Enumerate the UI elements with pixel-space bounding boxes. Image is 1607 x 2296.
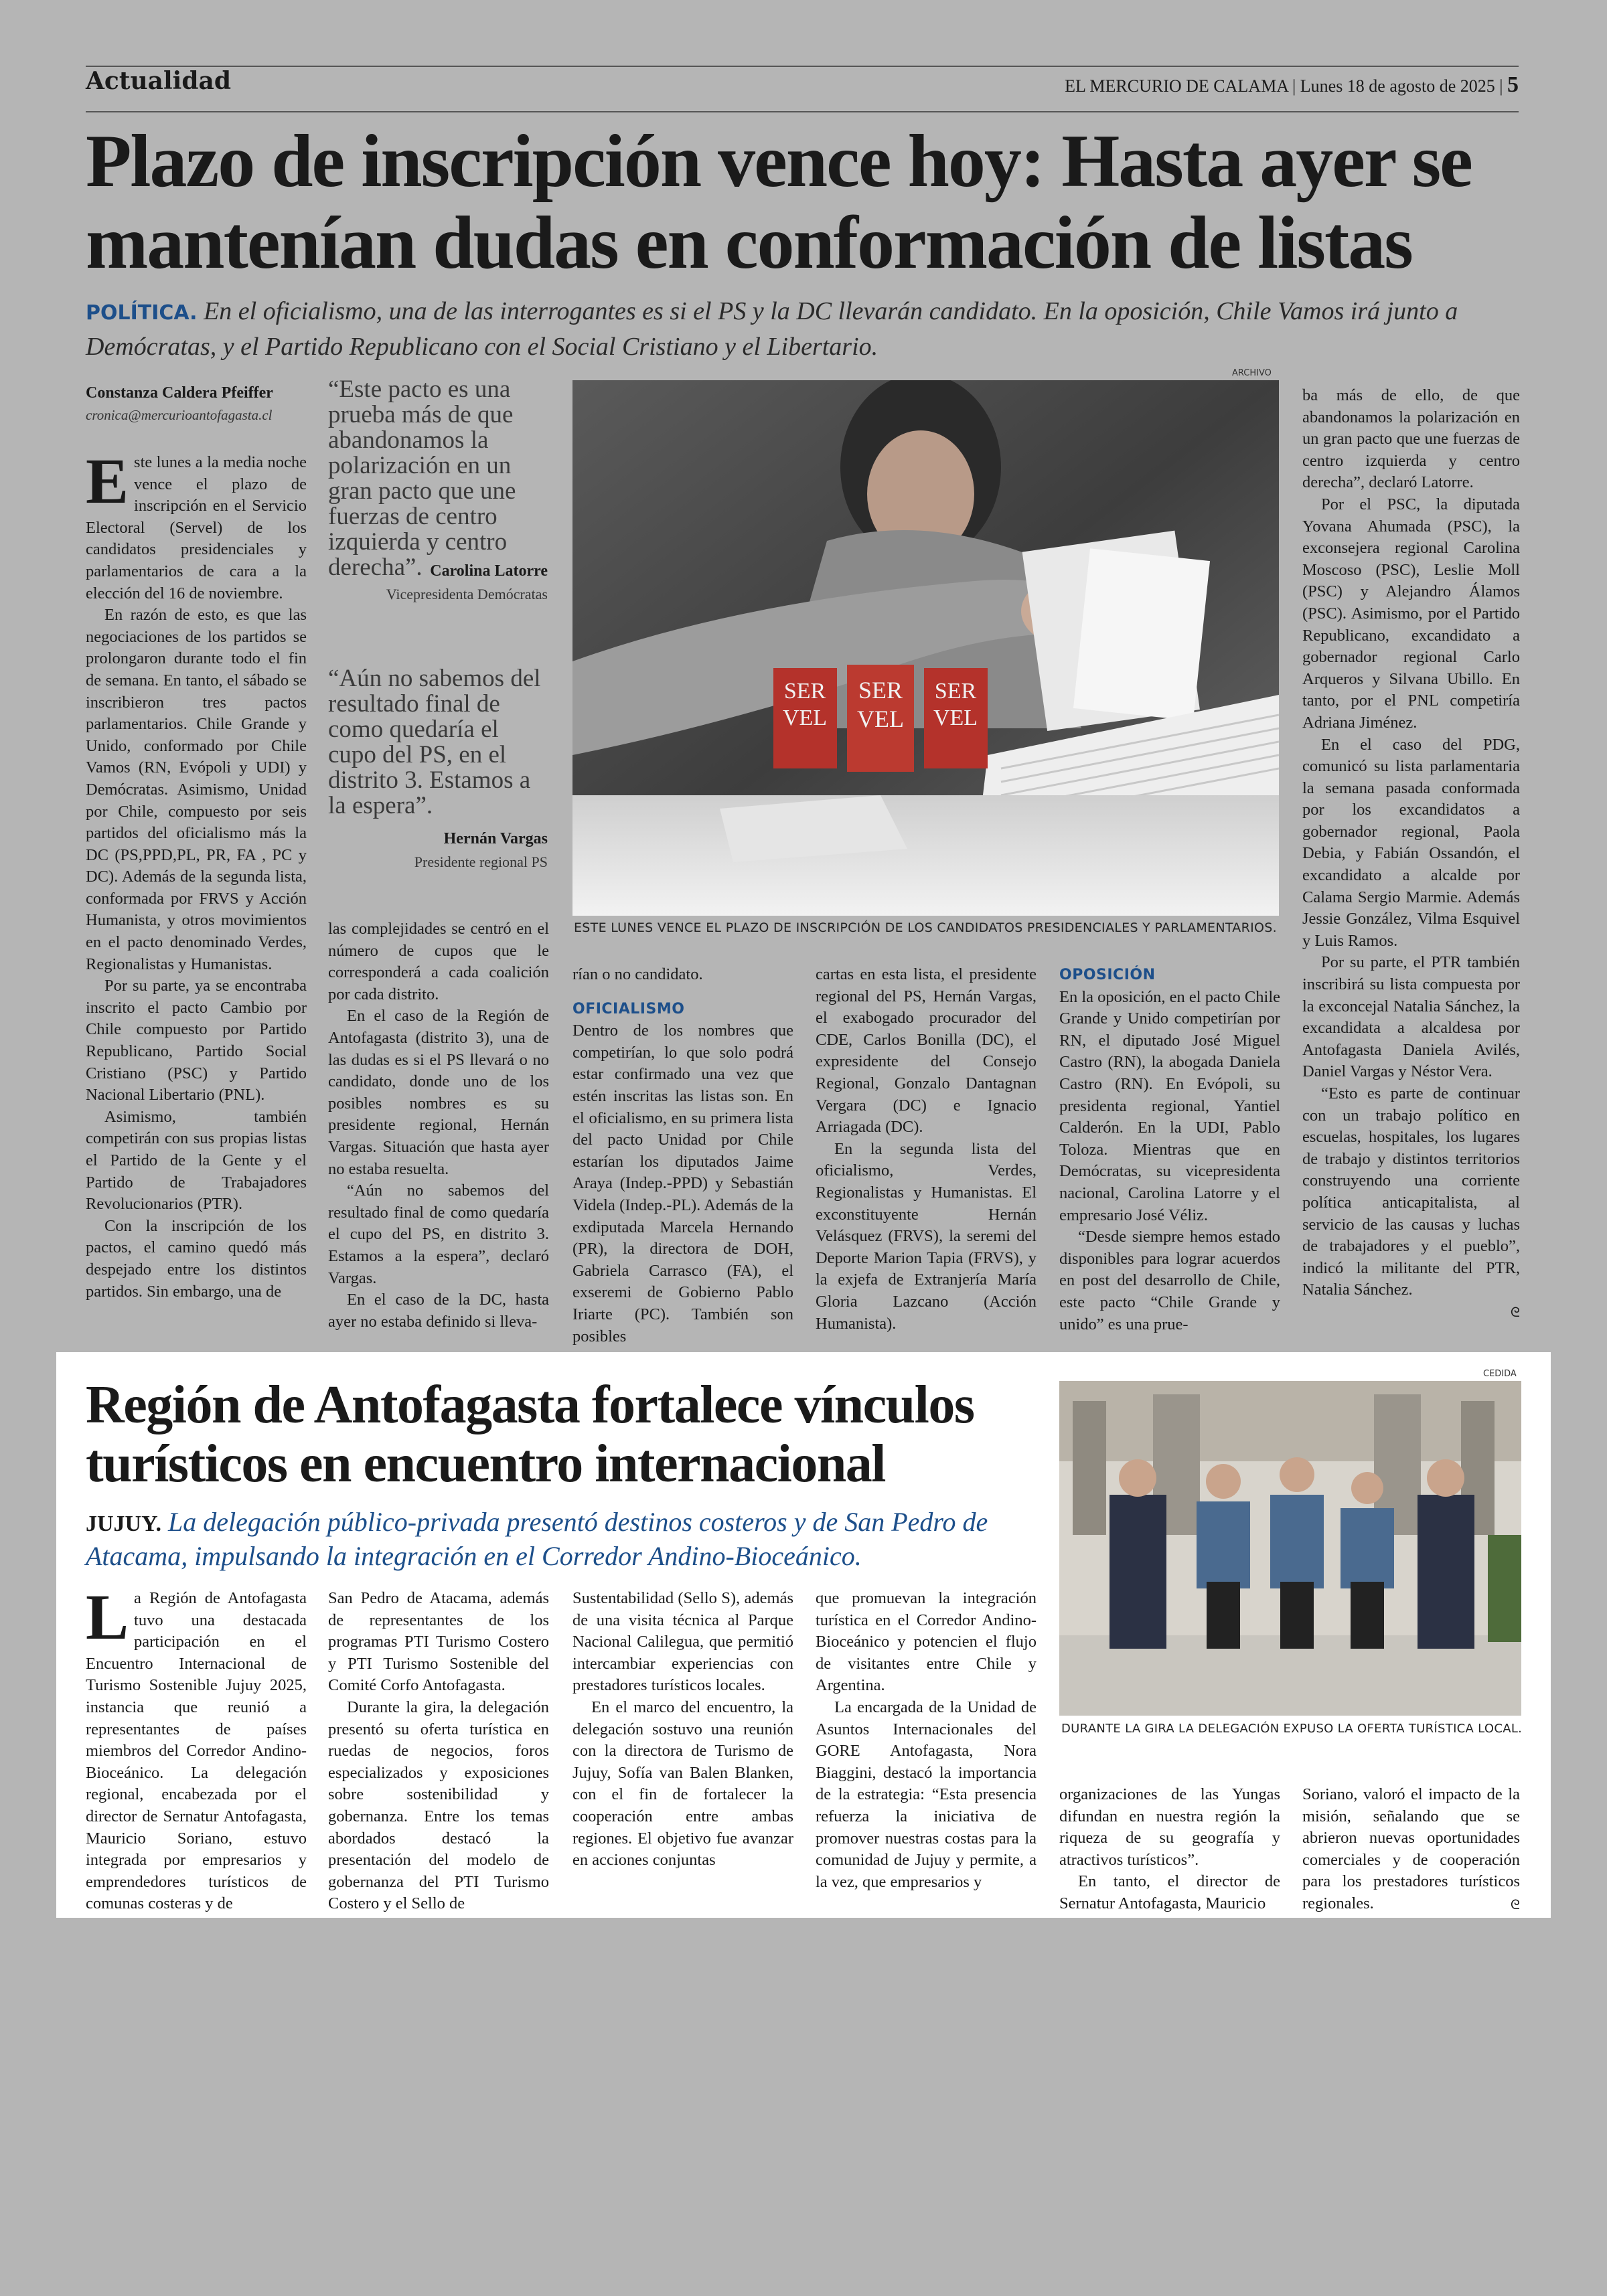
author-email: cronica@mercurioantofagasta.cl	[86, 407, 273, 423]
newspaper-name: EL MERCURIO DE CALAMA	[1065, 76, 1288, 96]
article2-headline: Región de Antofagasta fortalece vínculos turísticos en encuentro internacional	[86, 1376, 974, 1493]
delegation-photo	[1059, 1381, 1521, 1716]
article2-column-4	[816, 1588, 1037, 1893]
photo-caption: ESTE LUNES VENCE EL PLAZO DE INSCRIPCIÓN DE LOS CANDIDATOS PRESIDENCIALES Y PARLAMENTARIOS.	[574, 920, 1277, 935]
article2-deck	[86, 1506, 1043, 1572]
servel-box-1	[773, 668, 837, 768]
article1-kicker: POLÍTICA.	[86, 301, 198, 325]
article2-deck-text: La delegación público-privada presentó destinos costeros y de San Pedro de Atacama, impulsando la integración en el Corredor Andino-Bioceánico.	[86, 1507, 988, 1571]
byline: Constanza Caldera Pfeiffer	[86, 384, 273, 402]
paragraph: Durante la gira, la delegación presentó su oferta turística en ruedas de negocios, foros especializados y exposiciones sobre sostenibilidad y gobernanza. Entre los temas abordados destacó la presentación del modelo de gobernanza del PTI Turismo Costero y el Sello de	[328, 1698, 549, 1913]
paragraph: Asimismo, también competirán con sus propias listas el Partido de la Gente y el Partido de Trabajadores Revolucionarios (PTR).	[86, 1107, 307, 1214]
paragraph: En la segunda lista del oficialismo, Verdes, Regionalistas y Humanistas. El exconstituyente Hernán Velásquez (FRVS), la seremi del Deporte Marion Tapia (FRVS), y la exjefa de Extranjería María Gloria Lazcano (Acción Humanista).	[816, 1139, 1037, 1333]
pull-quote-2: “Aún no sabemos del resultado final de como quedaría el cupo del PS, en el distrito 3. Estamos a la espera”.	[328, 665, 541, 819]
servel-text: VEL	[933, 706, 978, 730]
article2-column-5	[1059, 1784, 1280, 1915]
servel-text: SER	[934, 679, 977, 704]
ballot-photo-illustration	[572, 380, 1279, 916]
article2-column-2	[328, 1588, 549, 1915]
paragraph: que promuevan la integración turística en el Corredor Andino-Bioceánico y potencien el flujo de visitantes entre Chile y Argentina.	[816, 1589, 1037, 1695]
article1-column-1	[86, 445, 307, 1303]
servel-box-2	[847, 665, 914, 772]
paragraph: cartas en esta lista, el presidente regional del PS, Hernán Vargas, el exabogado procurador del CDE, Carlos Bonilla (DC), el expresidente del Consejo Regional, Gonzalo Dantagnan Vergara (DC) e Ignacio Arriagada (DC).	[816, 965, 1037, 1137]
paragraph: a Región de Antofagasta tuvo una destacada participación en el Encuentro Internacional de Turismo Sostenible Jujuy 2025, instancia que reunió a representantes de países miembros del Corredor Andino-Bioceánico. La delegación regional, encabezada por el director de Sernatur Antofagasta, Mauricio Soriano, estuvo integrada por empresarios y emprendedores turísticos de comunas costeras y de	[86, 1589, 307, 1913]
paragraph: Por el PSC, la diputada Yovana Ahumada (PSC), la exconsejera regional Carolina Moscoso (PSC), Leslie Moll (PSC) y Alejandro Álamos (PSC). Asimismo, por el Partido Republicano, excandidato a gobernador regional Carlo Arqueros y Silvana Ubillo. En tanto, por el PNL competiría Adriana Jiménez.	[1302, 495, 1520, 732]
servel-text: VEL	[857, 706, 904, 732]
end-mark-icon: ᘓ	[1510, 1896, 1520, 1912]
article2-column-6	[1302, 1784, 1520, 1915]
paragraph: En razón de esto, es que las negociaciones de los partidos se prolongaron durante todo el fin de semana. En tanto, el sábado se inscribieron tres pactos parlamentarios. Chile Grande y Unido, conformado por Chile Vamos (RN, Evópoli y UDI) y Demócratas. Asimismo, Unidad por Chile, compuesto por seis partidos del oficialismo más la DC (PS,PPD,PL, PR, FA , PC y DC). Además de la segunda lista, conformada por FRVS y Acción Humanista, y otros movimientos en el pacto denominado Verdes, Regionalistas y Humanistas.	[86, 606, 307, 973]
issue-date: Lunes 18 de agosto de 2025	[1300, 76, 1495, 96]
dropcap: E	[86, 445, 129, 517]
header-rule-bottom	[86, 111, 1519, 112]
paragraph: En la oposición, en el pacto Chile Grande y Unido competirían por RN, el diputado José Miguel Castro (RN), la abogada Daniela Castro (RN). En Evópoli, su presidenta regional, Yantiel Calderón. En la UDI, Pablo Toloza. Mientras que en Demócratas, su vicepresidenta nacional, Carolina Latorre y el empresario José Véliz.	[1059, 987, 1280, 1224]
subhead-wrap	[572, 998, 793, 1021]
paragraph: Soriano, valoró el impacto de la misión, señalando que se abrieron nuevas oportunidades comerciales y de cooperación para los prestadores turísticos regionales.	[1302, 1785, 1520, 1912]
paragraph: En el caso de la Región de Antofagasta (distrito 3), una de las dudas es si el PS llevará o no candidato, donde uno de los posibles nombres es su presidente regional, Hernán Vargas. Situación que hasta ayer no estaba resuelta.	[328, 1007, 549, 1178]
paragraph: ste lunes a la media noche vence el plazo de inscripción en el Servicio Electoral (Servel) de los candidatos presidenciales y parlamentarios de cara a la elección del 16 de noviembre.	[86, 453, 307, 602]
paragraph: La encargada de la Unidad de Asuntos Internacionales del GORE Antofagasta, Nora Biaggini, destacó la importancia de la estrategia: “Esta presencia refuerza la iniciativa de promover nuestras costas para la comunidad de Jujuy y permite, a la vez, que empresarios y	[816, 1698, 1037, 1891]
page-number: 5	[1507, 72, 1519, 97]
paragraph: En el caso del PDG, comunicó su lista parlamentaria la semana pasada conformada por los excandidatos a gobernador regional, Paola Debia, y Fabián Ossandón, el excandidato a alcalde por Calama Sergio Marmie. Además Jessie González, Vilma Esquivel y Luis Ramos.	[1302, 735, 1520, 950]
paragraph: ba más de ello, de que abandonamos la polarización en un gran pacto que une fuerzas de centro izquierda y centro derecha”, declaró Latorre.	[1302, 386, 1520, 492]
servel-text: SER	[858, 677, 903, 704]
article1-column-2	[328, 918, 549, 1333]
paragraph: En el caso de la DC, hasta ayer no estaba definido si lleva-	[328, 1291, 549, 1331]
paragraph: “Aún no sabemos del resultado final de como quedaría el cupo del PS, en distrito 3. Estamos a la espera”, declaró Vargas.	[328, 1181, 549, 1287]
paragraph: Sustentabilidad (Sello S), además de una visita técnica al Parque Nacional Calilegua, que permitió intercambiar experiencias con prestadores turísticos locales.	[572, 1589, 793, 1695]
paragraph: organizaciones de las Yungas difundan en nuestra región la riqueza de su geografía y atractivos turísticos”.	[1059, 1785, 1280, 1869]
article2-column-1	[86, 1581, 307, 1915]
header-rule-top	[86, 66, 1519, 67]
masthead: EL MERCURIO DE CALAMA | Lunes 18 de agosto de 2025 | 5	[1065, 72, 1519, 97]
paragraph: Por su parte, el PTR también inscribirá su lista compuesta por la exconcejal Natalia Sánchez, la excandidata a alcaldesa por Antofagasta Daniela Avilés, Daniel Vargas y Néstor Vera.	[1302, 953, 1520, 1081]
article1-column-3	[572, 964, 793, 1347]
subhead-oposicion: OPOSICIÓN	[1059, 967, 1156, 983]
photo2-credit: CEDIDA	[1483, 1369, 1517, 1379]
pull-quote-1-role: Vicepresidenta Demócratas	[386, 586, 548, 602]
end-mark-icon: ᘓ	[1510, 1303, 1520, 1320]
paragraph: las complejidades se centró en el número de cupos que le corresponderá a cada coalición por cada distrito.	[328, 920, 549, 1003]
article1-headline: Plazo de inscripción vence hoy: Hasta ayer se mantenían dudas en conformación de listas	[86, 120, 1472, 284]
pull-quote-2-name: Hernán Vargas	[443, 830, 548, 847]
servel-box-3	[924, 668, 988, 768]
paragraph: “Esto es parte de continuar con un trabajo político en escuelas, hospitales, los lugares de trabajo y distintos territorios construyendo una corriente política anticapitalista, al servicio de las causas y luchas de trabajadores y el pueblo”, indicó la militante del PTR, Natalia Sánchez.	[1302, 1084, 1520, 1299]
servel-text: SER	[783, 679, 826, 704]
article1-column-5	[1059, 964, 1280, 1335]
article1-column-4	[816, 964, 1037, 1335]
paragraph: Dentro de los nombres que competirían, lo que solo podrá estar confirmado una vez que estén inscritas las listas son. En el oficialismo, en su primera lista del pacto Unidad por Chile estarían los diputados Jaime Araya (Indep.-PPD) y Sebastián Videla (Indep.-PL). Además de la exdiputada Marcela Hernando (PR), la directora de DOH, Gabriela Carrasco (FA), el exseremi de Gobierno Pablo Iriarte (PC). También son posibles	[572, 1021, 793, 1345]
paragraph: En tanto, el director de Sernatur Antofagasta, Mauricio	[1059, 1872, 1280, 1912]
ballot-photo	[572, 380, 1279, 916]
article2-column-3	[572, 1588, 793, 1872]
article2-kicker: JUJUY.	[86, 1511, 162, 1536]
paragraph: “Desde siempre hemos estado disponibles para lograr acuerdos en post del desarrollo de Chile, este pacto “Chile Grande y unido” es una prue-	[1059, 1228, 1280, 1333]
pull-quote-2-role: Presidente regional PS	[414, 853, 548, 870]
photo2-caption: DURANTE LA GIRA LA DELEGACIÓN EXPUSO LA OFERTA TURÍSTICA LOCAL.	[1061, 1722, 1523, 1736]
pull-quote-1-name: Carolina Latorre	[430, 562, 548, 580]
paragraph: En el marco del encuentro, la delegación sostuvo una reunión con la directora de Turismo de Jujuy, Sofía van Balen Blanken, con el fin de fortalecer la cooperación entre ambas regiones. El objetivo fue avanzar en acciones conjuntas	[572, 1698, 793, 1870]
article1-deck-text: En el oficialismo, una de las interrogantes es si el PS y la DC llevarán candidato. En la oposición, Chile Vamos irá junto a Demócratas, y el Partido Republicano con el Social Cristiano y el Libertario.	[86, 297, 1458, 361]
photo-credit: ARCHIVO	[1232, 368, 1272, 378]
paragraph: San Pedro de Atacama, además de representantes de los programas PTI Turismo Costero y PTI Turismo Sostenible del Comité Corfo Antofagasta.	[328, 1589, 549, 1695]
subhead-oficialismo: OFICIALISMO	[572, 1000, 685, 1017]
section-label: Actualidad	[86, 67, 232, 95]
paragraph: Con la inscripción de los pactos, el camino quedó más despejado entre los distintos partidos. Sin embargo, una de	[86, 1216, 307, 1301]
paragraph: Por su parte, ya se encontraba inscrito el pacto Cambio por Chile compuesto por Partido Republicano, Partido Social Cristiano (PSC) y Partido Nacional Libertario (PNL).	[86, 977, 307, 1104]
article1-column-6	[1302, 385, 1520, 1323]
dropcap: L	[86, 1581, 129, 1653]
paragraph: rían o no candidato.	[572, 965, 703, 983]
pull-quote-1: “Este pacto es una prueba más de que abandonamos la polarización en un gran pacto que une fuerzas de centro izquierda y centro derecha”.	[328, 376, 516, 581]
delegation-photo-illustration	[1059, 1381, 1521, 1716]
servel-text: VEL	[782, 706, 828, 730]
article1-deck	[86, 295, 1525, 363]
